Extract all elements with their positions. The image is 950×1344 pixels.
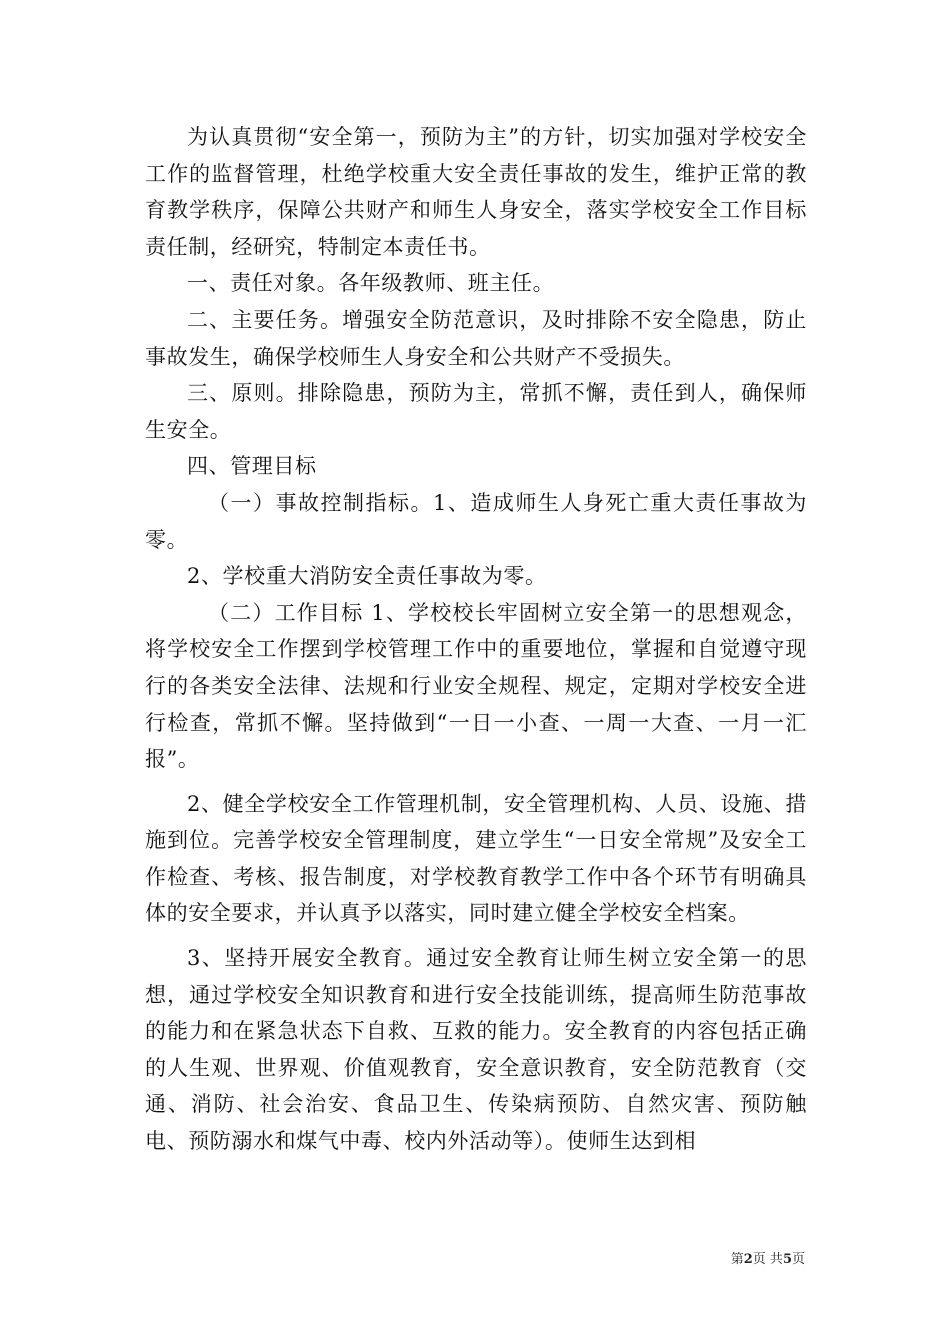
paragraph-responsibility-target: 一、责任对象。各年级教师、班主任。 (187, 271, 555, 296)
paragraph-accident-control: （一）事故控制指标。1、造成师生人身死亡重大责任事故为零。 (145, 490, 807, 552)
total-page-count: 5 (782, 1252, 792, 1267)
paragraph-work-goals: （二）工作目标 1、学校校长牢固树立安全第一的思想观念，将学校安全工作摆到学校管理工作中的重要地位，掌握和自觉遵守现行的各类安全法律、法规和行业安全规程、规定，定期对学校安全进行检查，常抓不懈。坚持做到“一日一小查、一周一大查、一月一汇报”。 (145, 600, 807, 772)
footer-middle: 页 共 (752, 1252, 783, 1267)
footer-suffix: 页 (791, 1252, 805, 1267)
paragraph-management-mechanism: 2、健全学校安全工作管理机制，安全管理机构、人员、设施、措施到位。完善学校安全管理制度，建立学生“一日安全常规”及安全工作检查、考核、报告制度，对学校教育教学工作中各个环节有明确具体的安全要求，并认真予以落实，同时建立健全学校安全档案。 (145, 791, 807, 926)
current-page-number: 2 (743, 1252, 753, 1267)
page-number-footer (731, 1248, 805, 1267)
footer-prefix: 第 (730, 1252, 744, 1267)
paragraph-safety-education: 3、坚持开展安全教育。通过安全教育让师生树立安全第一的思想，通过学校安全知识教育和进行安全技能训练，提高师生防范事故的能力和在紧急状态下自救、互救的能力。安全教育的内容包括正确的人生观、世界观、价值观教育，安全意识教育，安全防范教育（交通、消防、社会治安、食品卫生、传染病预防、自然灾害、预防触电、预防溺水和煤气中毒、校内外活动等）。使师生达到相 (145, 946, 807, 1154)
paragraph-intro: 为认真贯彻“安全第一，预防为主”的方针，切实加强对学校安全工作的监督管理，杜绝学校重大安全责任事故的发生，维护正常的教育教学秩序，保障公共财产和师生人身安全，落实学校安全工作目标责任制，经研究，特制定本责任书。 (145, 125, 807, 259)
paragraph-main-tasks: 二、主要任务。增强安全防范意识，及时排除不安全隐患，防止事故发生，确保学校师生人身安全和公共财产不受损失。 (145, 307, 807, 369)
paragraph-principles: 三、原则。排除隐患，预防为主，常抓不懈，责任到人，确保师生安全。 (145, 381, 807, 442)
section-heading-management-goals: 四、管理目标 (187, 454, 317, 479)
paragraph-fire-safety: 2、学校重大消防安全责任事故为零。 (187, 564, 547, 589)
document-body (145, 119, 807, 1160)
